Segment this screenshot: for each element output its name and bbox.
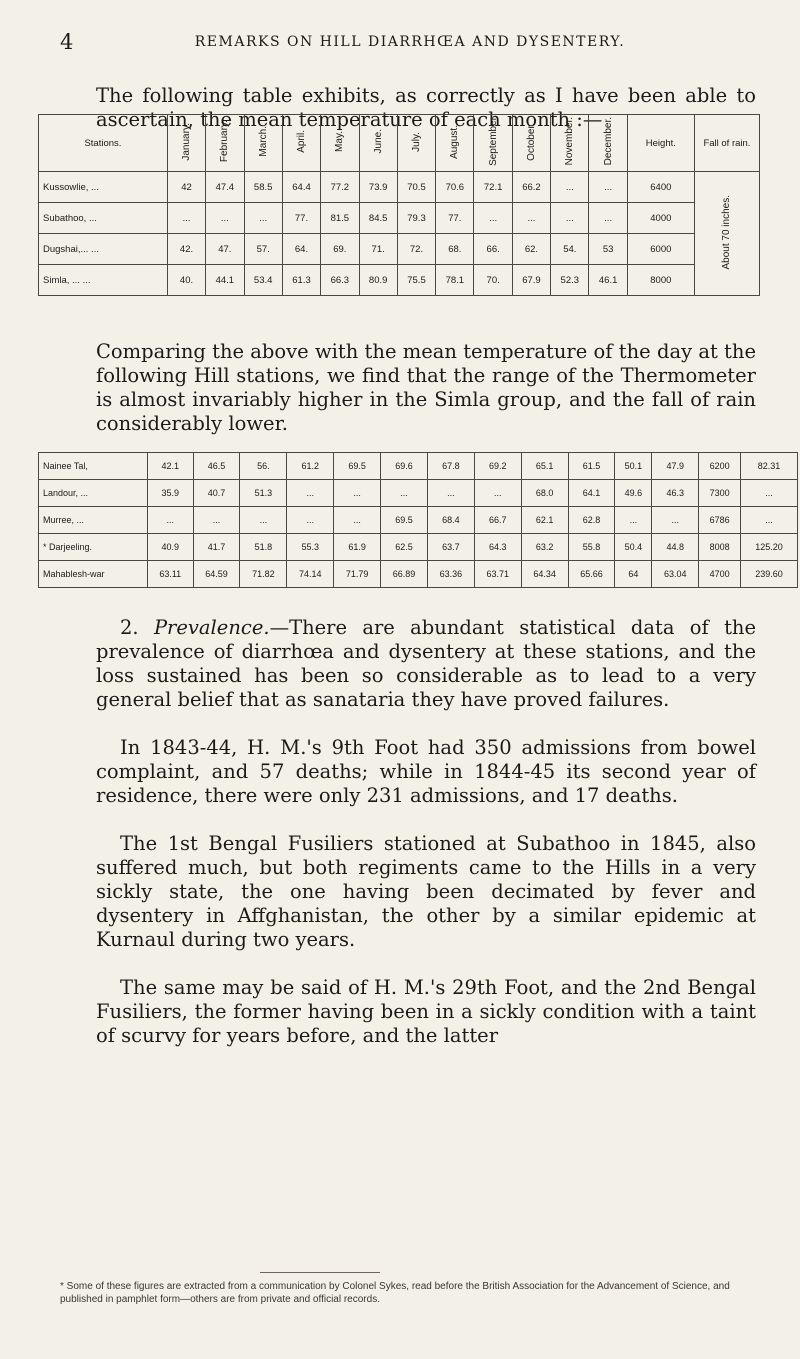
- value-cell: 66.89: [381, 561, 428, 588]
- value-cell: 50.4: [615, 534, 652, 561]
- station-cell: Mahablesh-war: [39, 561, 148, 588]
- station-cell: Landour, ...: [39, 480, 148, 507]
- table-row: [39, 234, 760, 265]
- prevalence-paragraph: [96, 616, 756, 712]
- intro-paragraph: The following table exhibits, as correctly as I have been able to ascertain, the mean temperature of each month :—: [96, 84, 756, 131]
- value-cell: 71.: [359, 234, 397, 265]
- section-text: —There are abundant statistical data of the prevalence of diarrhœa and dysentery at these stations, and the loss sustained has been so considerable as to lead to a very general belief that as sanataria they have proved failures.: [96, 616, 757, 711]
- value-cell: 44.1: [206, 265, 244, 296]
- table1-header-month: March.: [244, 115, 282, 172]
- height-cell: 6786: [699, 507, 741, 534]
- value-cell: 63.04: [652, 561, 699, 588]
- table1-header-rain: Fall of rain.: [694, 115, 759, 172]
- rain-cell: ...: [741, 480, 798, 507]
- fusiliers-paragraph: [96, 832, 756, 952]
- value-cell: 67.8: [427, 453, 474, 480]
- temperature-table-2: [38, 452, 798, 588]
- value-cell: 65.66: [568, 561, 615, 588]
- table1-header-month: June.: [359, 115, 397, 172]
- value-cell: 73.9: [359, 172, 397, 203]
- height-cell: 6000: [627, 234, 694, 265]
- station-cell: Murree, ...: [39, 507, 148, 534]
- value-cell: 41.7: [193, 534, 240, 561]
- value-cell: 64.34: [521, 561, 568, 588]
- station-cell: Simla, ... ...: [39, 265, 168, 296]
- value-cell: 77.2: [321, 172, 359, 203]
- rain-cell: 239.60: [741, 561, 798, 588]
- value-cell: ...: [589, 203, 627, 234]
- table1-header-height: Height.: [627, 115, 694, 172]
- page-header: [60, 30, 760, 54]
- section-number: 2.: [120, 616, 139, 639]
- value-cell: 66.2: [512, 172, 550, 203]
- table1-header-month: September: [474, 115, 512, 172]
- value-cell: ...: [193, 507, 240, 534]
- value-cell: 80.9: [359, 265, 397, 296]
- value-cell: 68.0: [521, 480, 568, 507]
- value-cell: ...: [148, 507, 194, 534]
- table1-header-month: August.: [436, 115, 474, 172]
- value-cell: 64.: [282, 234, 320, 265]
- value-cell: ...: [474, 480, 521, 507]
- value-cell: 70.: [474, 265, 512, 296]
- table1-header-month: November.: [551, 115, 589, 172]
- value-cell: 40.9: [148, 534, 194, 561]
- table-row: [39, 561, 798, 588]
- value-cell: ...: [334, 507, 381, 534]
- rain-cell: 125.20: [741, 534, 798, 561]
- table1-header-stations: Stations.: [39, 115, 168, 172]
- value-cell: ...: [244, 203, 282, 234]
- value-cell: 42.: [167, 234, 205, 265]
- rain-cell: ...: [741, 507, 798, 534]
- value-cell: 72.1: [474, 172, 512, 203]
- value-cell: 67.9: [512, 265, 550, 296]
- station-cell: Nainee Tal,: [39, 453, 148, 480]
- value-cell: 64.3: [474, 534, 521, 561]
- station-cell: * Darjeeling.: [39, 534, 148, 561]
- value-cell: 53: [589, 234, 627, 265]
- value-cell: ...: [589, 172, 627, 203]
- paragraph-text: The same may be said of H. M.'s 29th Foot, and the 2nd Bengal Fusiliers, the former having been in a sickly condition with a taint of scurvy for years before, and the latter: [96, 976, 756, 1047]
- value-cell: 63.7: [427, 534, 474, 561]
- value-cell: ...: [474, 203, 512, 234]
- value-cell: 79.3: [397, 203, 435, 234]
- value-cell: 81.5: [321, 203, 359, 234]
- value-cell: 78.1: [436, 265, 474, 296]
- value-cell: 77.: [282, 203, 320, 234]
- value-cell: ...: [512, 203, 550, 234]
- value-cell: 49.6: [615, 480, 652, 507]
- value-cell: 70.5: [397, 172, 435, 203]
- value-cell: 71.82: [240, 561, 287, 588]
- value-cell: 77.: [436, 203, 474, 234]
- height-cell: 6400: [627, 172, 694, 203]
- table1-header-month: July.: [397, 115, 435, 172]
- value-cell: 61.3: [282, 265, 320, 296]
- table-row: [39, 172, 760, 203]
- value-cell: 64: [615, 561, 652, 588]
- value-cell: 56.: [240, 453, 287, 480]
- value-cell: 74.14: [287, 561, 334, 588]
- value-cell: ...: [334, 480, 381, 507]
- value-cell: ...: [206, 203, 244, 234]
- table1-header-month: December.: [589, 115, 627, 172]
- rain-note-cell: About 70 inches.: [694, 172, 759, 296]
- height-cell: 6200: [699, 453, 741, 480]
- value-cell: 64.59: [193, 561, 240, 588]
- value-cell: 62.5: [381, 534, 428, 561]
- value-cell: 58.5: [244, 172, 282, 203]
- value-cell: 63.2: [521, 534, 568, 561]
- value-cell: 84.5: [359, 203, 397, 234]
- value-cell: 66.: [474, 234, 512, 265]
- table1-header-month: February.: [206, 115, 244, 172]
- value-cell: ...: [615, 507, 652, 534]
- value-cell: 40.: [167, 265, 205, 296]
- value-cell: 52.3: [551, 265, 589, 296]
- value-cell: 69.5: [381, 507, 428, 534]
- value-cell: 68.4: [427, 507, 474, 534]
- value-cell: 42: [167, 172, 205, 203]
- value-cell: ...: [551, 172, 589, 203]
- value-cell: 47.4: [206, 172, 244, 203]
- paragraph-text: In 1843-44, H. M.'s 9th Foot had 350 admissions from bowel complaint, and 57 deaths; while in 1844-45 its second year of residence, there were only 231 admissions, and 17 deaths.: [96, 736, 756, 807]
- value-cell: 69.5: [334, 453, 381, 480]
- value-cell: ...: [381, 480, 428, 507]
- paragraph-text: The 1st Bengal Fusiliers stationed at Subathoo in 1845, also suffered much, but both regiments came to the Hills in a very sickly state, the one having been decimated by fever and dysentery in Affghanistan, the other by a similar epidemic at Kurnaul during two years.: [96, 832, 756, 951]
- value-cell: ...: [652, 507, 699, 534]
- value-cell: ...: [287, 480, 334, 507]
- table-row: [39, 453, 798, 480]
- value-cell: ...: [551, 203, 589, 234]
- value-cell: 63.36: [427, 561, 474, 588]
- table-row: [39, 265, 760, 296]
- value-cell: 61.5: [568, 453, 615, 480]
- value-cell: 53.4: [244, 265, 282, 296]
- value-cell: 64.1: [568, 480, 615, 507]
- value-cell: 65.1: [521, 453, 568, 480]
- value-cell: 61.2: [287, 453, 334, 480]
- value-cell: ...: [287, 507, 334, 534]
- table1-header-month: January.: [167, 115, 205, 172]
- value-cell: 46.5: [193, 453, 240, 480]
- running-title: REMARKS ON HILL DIARRHŒA AND DYSENTERY.: [194, 34, 626, 50]
- table-row: [39, 507, 798, 534]
- value-cell: 57.: [244, 234, 282, 265]
- rain-cell: 82.31: [741, 453, 798, 480]
- section-title: Prevalence.: [153, 616, 270, 639]
- value-cell: 40.7: [193, 480, 240, 507]
- admissions-paragraph: [96, 736, 756, 808]
- footnote-rule: [260, 1272, 380, 1273]
- value-cell: 75.5: [397, 265, 435, 296]
- table1-header-month: May.: [321, 115, 359, 172]
- table1-header-month: October.: [512, 115, 550, 172]
- value-cell: 62.8: [568, 507, 615, 534]
- value-cell: 66.3: [321, 265, 359, 296]
- table-row: [39, 203, 760, 234]
- value-cell: 70.6: [436, 172, 474, 203]
- height-cell: 4700: [699, 561, 741, 588]
- value-cell: 72.: [397, 234, 435, 265]
- comparison-paragraph: Comparing the above with the mean temperature of the day at the following Hill stations, we find that the range of the Thermometer is almost invariably higher in the Simla group, and the fall of rain considerably lower.: [96, 340, 756, 435]
- value-cell: 54.: [551, 234, 589, 265]
- value-cell: 69.2: [474, 453, 521, 480]
- height-cell: 8008: [699, 534, 741, 561]
- station-cell: Dugshai,... ...: [39, 234, 168, 265]
- value-cell: 51.3: [240, 480, 287, 507]
- value-cell: ...: [167, 203, 205, 234]
- value-cell: 68.: [436, 234, 474, 265]
- temperature-table-1: [38, 114, 760, 296]
- height-cell: 8000: [627, 265, 694, 296]
- value-cell: 47.9: [652, 453, 699, 480]
- height-cell: 4000: [627, 203, 694, 234]
- value-cell: 62.1: [521, 507, 568, 534]
- value-cell: 55.8: [568, 534, 615, 561]
- value-cell: 46.1: [589, 265, 627, 296]
- value-cell: 42.1: [148, 453, 194, 480]
- value-cell: 55.3: [287, 534, 334, 561]
- table-row: [39, 480, 798, 507]
- value-cell: 47.: [206, 234, 244, 265]
- value-cell: 62.: [512, 234, 550, 265]
- value-cell: 44.8: [652, 534, 699, 561]
- same-paragraph: [96, 976, 756, 1048]
- page-number: 4: [60, 30, 74, 54]
- height-cell: 7300: [699, 480, 741, 507]
- value-cell: 71.79: [334, 561, 381, 588]
- table1-header-row: [39, 115, 760, 172]
- value-cell: 63.11: [148, 561, 194, 588]
- footnote: * Some of these figures are extracted from a communication by Colonel Sykes, read before the British Association for the Advancement of Science, and published in pamphlet form—others are from private and official records.: [60, 1281, 730, 1305]
- value-cell: 51.8: [240, 534, 287, 561]
- value-cell: 50.1: [615, 453, 652, 480]
- station-cell: Subathoo, ...: [39, 203, 168, 234]
- value-cell: 69.6: [381, 453, 428, 480]
- value-cell: 63.71: [474, 561, 521, 588]
- value-cell: ...: [240, 507, 287, 534]
- value-cell: 61.9: [334, 534, 381, 561]
- value-cell: 35.9: [148, 480, 194, 507]
- table-row: [39, 534, 798, 561]
- value-cell: 46.3: [652, 480, 699, 507]
- table1-header-month: April.: [282, 115, 320, 172]
- station-cell: Kussowlie, ...: [39, 172, 168, 203]
- value-cell: ...: [427, 480, 474, 507]
- value-cell: 66.7: [474, 507, 521, 534]
- value-cell: 64.4: [282, 172, 320, 203]
- value-cell: 69.: [321, 234, 359, 265]
